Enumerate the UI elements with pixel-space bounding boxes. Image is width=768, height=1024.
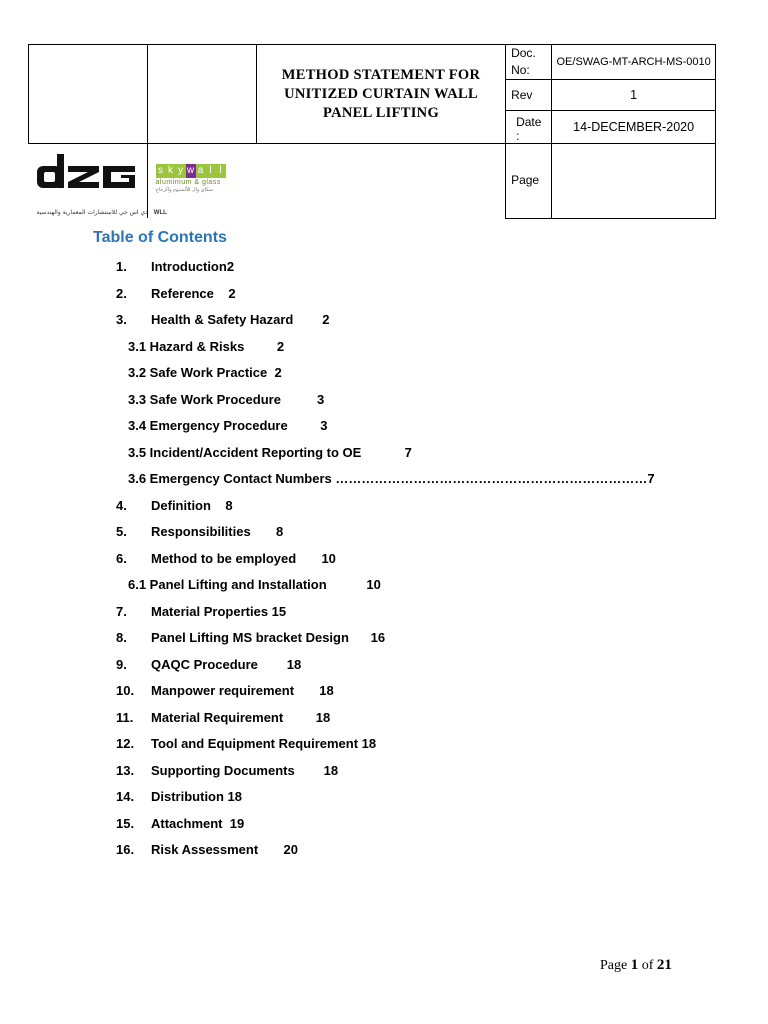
toc-item-label: Health & Safety Hazard 2 bbox=[151, 312, 330, 327]
toc-item-number: 15. bbox=[116, 815, 135, 831]
toc-subitem[interactable]: 3.5 Incident/Accident Reporting to OE 7 bbox=[128, 444, 412, 460]
toc-subitem[interactable]: 3.6 Emergency Contact Numbers ………………………………………………………………7 bbox=[128, 471, 655, 486]
skywall-letter: k bbox=[166, 164, 176, 178]
skywall-letter: l bbox=[206, 164, 216, 178]
document-header bbox=[28, 44, 716, 219]
skywall-letter: w bbox=[186, 165, 195, 176]
toc-item-number: 5. bbox=[116, 524, 127, 539]
toc-subitem[interactable]: 6.1 Panel Lifting and Installation 10 bbox=[128, 577, 381, 592]
date-label: Date : bbox=[506, 111, 552, 144]
toc-item-number: 9. bbox=[116, 656, 127, 672]
toc-item-number: 13. bbox=[116, 762, 135, 778]
toc-subitem[interactable]: 3.4 Emergency Procedure 3 bbox=[128, 418, 328, 433]
header-blank-left bbox=[29, 45, 148, 144]
rev-value: 1 bbox=[552, 80, 716, 111]
skywall-logo bbox=[156, 164, 246, 204]
toc-item-number: 6. bbox=[116, 550, 127, 566]
toc-item-label: Manpower requirement 18 bbox=[151, 683, 334, 698]
toc-item-number: 2. bbox=[116, 285, 127, 301]
skywall-letters bbox=[156, 164, 246, 178]
toc-heading: Table of Contents bbox=[93, 229, 227, 246]
doc-no-value: OE/SWAG-MT-ARCH-MS-0010 bbox=[552, 45, 716, 80]
date-value: 14-DECEMBER-2020 bbox=[552, 111, 716, 144]
toc-item-number: 11. bbox=[116, 709, 134, 725]
document-title: METHOD STATEMENT FOR UNITIZED CURTAIN WALL PANEL LIFTING bbox=[281, 66, 481, 121]
skywall-letter: y bbox=[176, 164, 186, 178]
toc-item-label: Risk Assessment 20 bbox=[151, 842, 298, 857]
page-value bbox=[552, 144, 716, 219]
toc-item-number: 12. bbox=[116, 736, 135, 751]
header-blank-middle bbox=[147, 45, 256, 144]
toc-item-number: 4. bbox=[116, 497, 127, 513]
toc-subitem[interactable]: 3.1 Hazard & Risks 2 bbox=[128, 338, 285, 354]
header-blank-bottom bbox=[256, 144, 505, 219]
toc-item-label: QAQC Procedure 18 bbox=[151, 656, 302, 672]
toc-item-label: Introduction2 bbox=[151, 259, 235, 274]
toc-item-label: Responsibilities 8 bbox=[151, 524, 284, 539]
doc-no-label: Doc. No: bbox=[506, 45, 552, 80]
toc-item-number: 7. bbox=[116, 603, 127, 619]
toc-item-label: Panel Lifting MS bracket Design 16 bbox=[151, 630, 386, 645]
page-footer: Page 1 of 21 bbox=[600, 957, 672, 973]
toc-item-label: Definition 8 bbox=[151, 497, 233, 513]
toc-item-label: Material Properties 15 bbox=[151, 603, 287, 619]
skywall-arabic: سكاي وال للألمنيوم والزجاج bbox=[155, 187, 214, 193]
toc-item-label: Supporting Documents 18 bbox=[151, 762, 339, 778]
toc-item-number: 3. bbox=[116, 312, 127, 327]
toc-item-number: 14. bbox=[116, 789, 135, 804]
toc-item-label: Method to be employed 10 bbox=[151, 550, 336, 566]
dsg-logo bbox=[35, 148, 143, 206]
dsg-arabic-text: دي اس جي للاستشارات المعمارية والهندسية WLL bbox=[36, 209, 167, 216]
skywall-letter: l bbox=[216, 164, 226, 178]
toc-item-number: 16. bbox=[116, 842, 135, 857]
toc-item-label: Attachment 19 bbox=[151, 815, 245, 831]
dsg-logo-cell bbox=[29, 144, 167, 219]
document-title-cell bbox=[256, 45, 505, 144]
skywall-letter: a bbox=[196, 164, 206, 178]
toc-item-label: Reference 2 bbox=[151, 285, 236, 301]
toc-item-number: 10. bbox=[116, 683, 135, 698]
skywall-logo-cell bbox=[147, 144, 256, 219]
toc-item-number: 1. bbox=[116, 259, 127, 274]
toc-item-label: Material Requirement 18 bbox=[151, 709, 331, 725]
skywall-subtitle: aluminium & glass bbox=[155, 179, 221, 186]
toc-subitem[interactable]: 3.2 Safe Work Practice 2 bbox=[128, 365, 282, 380]
toc-item-label: Distribution 18 bbox=[151, 789, 243, 804]
toc-item-label: Tool and Equipment Requirement 18 bbox=[151, 736, 377, 751]
page-label: Page bbox=[506, 144, 552, 219]
rev-label: Rev bbox=[506, 80, 552, 111]
skywall-letter: s bbox=[156, 164, 166, 178]
toc-item-number: 8. bbox=[116, 630, 127, 645]
toc-subitem[interactable]: 3.3 Safe Work Procedure 3 bbox=[128, 391, 325, 407]
